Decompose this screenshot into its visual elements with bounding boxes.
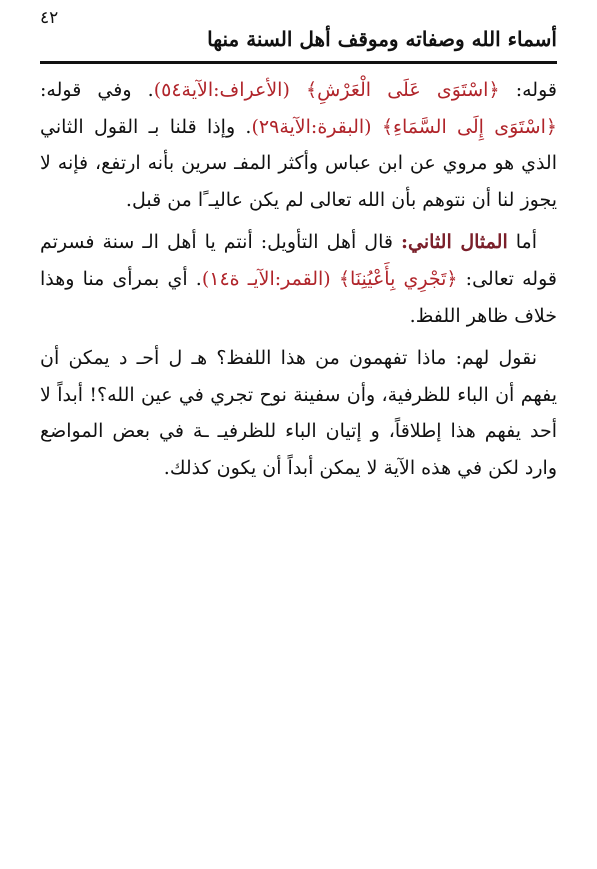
page-number: ٤٢ (40, 8, 59, 28)
book-title: أسماء الله وصفاته وموقف أهل السنة منها (207, 27, 557, 51)
text-segment: . أي بمرأى منا وهذا خلاف ظاهر اللفظ. (40, 267, 557, 327)
text-segment: أما (507, 231, 537, 254)
paragraph-3 (40, 340, 557, 486)
text-segment (331, 268, 339, 290)
text-segment: . وفي قوله: (40, 79, 154, 101)
text-segment: قوله: (499, 79, 557, 101)
paragraph-2 (40, 224, 557, 334)
text-segment: . وإذا قلنا بـ القول الثاني الذي هو مروي عن ابن عباس وأكثر المفـ سرين بأنه ارتفع، فإنه لا يجوز لنا أن نتوهم بأن الله تعالى لم يكن عاليـ ًا من قبل. (40, 115, 557, 211)
quran-verse: ﴿تَجْرِي بِأَعْيُنِنَا﴾ (338, 267, 458, 290)
text-segment (290, 79, 306, 101)
body-text (40, 72, 557, 487)
text-segment: نقول لهم: ماذا تفهمون من هذا اللفظ؟ هـ ل أحـ د يمكن أن يفهم أن الباء للظرفية، وأن سفينة نوح تجري في عين الله؟! أبداً لا أحد يفهم هذا إطلاقاً، و إتيان الباء للظرفيـ ـة في بعض المواضع وارد لكن في هذه الآية لا يمكن أبداً أن يكون كذلك. (40, 347, 557, 479)
verse-reference: (الأعراف:الآية٥٤) (153, 79, 290, 101)
text-segment: قال أهل التأويل: أنتم يا أهل الـ سنة فسرتم قوله تعالى: (40, 231, 557, 290)
verse-reference: (القمر:الآيـ ة١٤) (201, 267, 331, 290)
text-segment (372, 116, 382, 138)
verse-reference: (البقرة:الآية٢٩) (251, 115, 372, 138)
quran-verse: ﴿اسْتَوَى إِلَى السَّمَاءِ﴾ (381, 115, 557, 138)
paragraph-1 (40, 72, 557, 218)
header-rule (40, 61, 557, 64)
page-header (40, 8, 557, 60)
quran-verse: ﴿اسْتَوَى عَلَى الْعَرْشِ﴾ (306, 79, 500, 101)
section-heading: المثال الثاني: (401, 231, 508, 254)
